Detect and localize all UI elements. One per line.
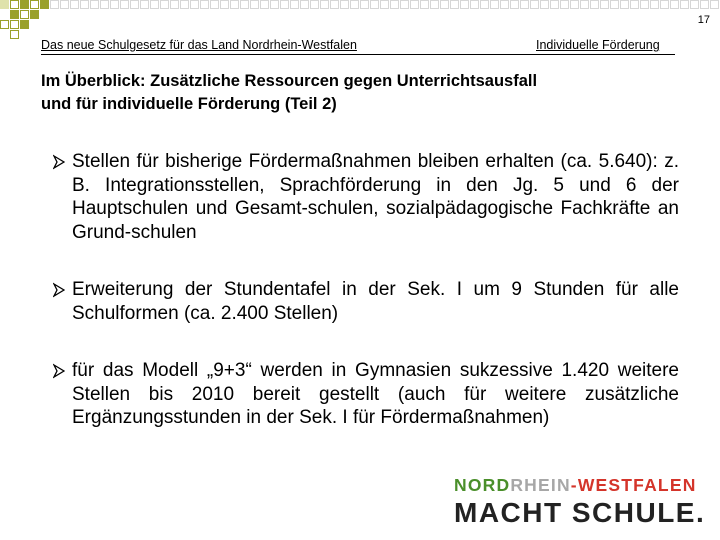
grid-square [450,0,459,9]
grid-square [120,0,129,9]
logo-word-nord: NORD [454,475,511,495]
bullet-item [53,278,679,325]
logo-word-rhein: RHEIN [510,475,571,495]
grid-square [400,0,409,9]
grid-square [600,0,609,9]
grid-square [60,0,69,9]
grid-square [150,0,159,9]
grid-square [650,0,659,9]
grid-square [590,0,599,9]
grid-square [470,0,479,9]
bullet-item [53,150,679,244]
grid-square [240,0,249,9]
header-left-text: Das neue Schulgesetz für das Land Nordrhein-Westfalen [41,38,357,52]
grid-square [350,0,359,9]
grid-square [390,0,399,9]
grid-square [500,0,509,9]
grid-square [710,0,719,9]
grid-square [430,0,439,9]
grid-square [560,0,569,9]
logo-word-westfalen: WESTFALEN [577,475,697,495]
grid-square [50,0,59,9]
nrw-logo [454,475,706,535]
grid-square [300,0,309,9]
header-right-text: Individuelle Förderung [536,38,660,52]
grid-square [270,0,279,9]
grid-square [640,0,649,9]
grid-square [680,0,689,9]
grid-square [20,0,29,9]
grid-square [620,0,629,9]
slide-title [41,70,681,116]
grid-square [670,0,679,9]
grid-square [330,0,339,9]
grid-square [570,0,579,9]
grid-square [200,0,209,9]
page-number: 17 [697,14,710,26]
decorative-square-grid [0,0,720,40]
grid-square [10,0,19,9]
grid-square [490,0,499,9]
grid-square [100,0,109,9]
grid-square [630,0,639,9]
grid-square [90,0,99,9]
grid-square [70,0,79,9]
grid-square [80,0,89,9]
grid-square [420,0,429,9]
title-line-2: und für individuelle Förderung (Teil 2) [41,95,337,113]
logo-line-1 [454,475,697,496]
grid-square [380,0,389,9]
grid-square [0,0,9,9]
header-divider [41,54,675,55]
bullet-text: für das Modell „9+3“ werden in Gymnasien sukzessive 1.420 weitere Stellen bis 2010 bereit gestellt (auch für weitere zusätzliche Ergänzungsstunden in der Sek. I für Fördermaßnahmen) [72,360,679,428]
bullet-text: Erweiterung der Stundentafel in der Sek. I um 9 Stunden für alle Schulformen (ca. 2.400 Stellen) [72,279,679,324]
grid-square [130,0,139,9]
grid-square [700,0,709,9]
grid-square [30,10,39,19]
grid-square [690,0,699,9]
grid-square [530,0,539,9]
grid-square [410,0,419,9]
grid-square [480,0,489,9]
grid-square [190,0,199,9]
grid-square [250,0,259,9]
grid-square [10,10,19,19]
grid-square [20,20,29,29]
grid-square [160,0,169,9]
grid-square [660,0,669,9]
bullet-list [53,150,679,430]
bullet-text: Stellen für bisherige Fördermaßnahmen bleiben erhalten (ca. 5.640): z. B. Integrationsstellen, Sprachförderung in den Jg. 5 und 6 der Hauptschulen und Gesamt-schulen, sozialpädagogische Fachkräfte an Grund-schulen [72,151,679,243]
grid-square [520,0,529,9]
grid-square [310,0,319,9]
grid-square [220,0,229,9]
grid-square [460,0,469,9]
grid-square [580,0,589,9]
grid-square [170,0,179,9]
grid-square [10,30,19,39]
grid-square [370,0,379,9]
grid-square [10,20,19,29]
grid-square [280,0,289,9]
grid-square [20,10,29,19]
grid-square [30,0,39,9]
grid-square [40,0,49,9]
grid-square [180,0,189,9]
grid-square [290,0,299,9]
grid-square [0,20,9,29]
grid-square [540,0,549,9]
grid-square [320,0,329,9]
arrowhead-bullet-icon [53,150,65,173]
arrowhead-bullet-icon [53,278,65,301]
arrowhead-bullet-icon [53,359,65,382]
grid-square [110,0,119,9]
logo-hyphen: - [570,475,578,495]
grid-square [510,0,519,9]
grid-square [360,0,369,9]
grid-square [210,0,219,9]
grid-square [340,0,349,9]
grid-square [230,0,239,9]
grid-square [440,0,449,9]
grid-square [140,0,149,9]
bullet-item [53,359,679,430]
grid-square [610,0,619,9]
logo-line-2: MACHT SCHULE. [454,497,706,528]
grid-square [260,0,269,9]
grid-square [550,0,559,9]
title-line-1: Im Überblick: Zusätzliche Ressourcen gegen Unterrichtsausfall [41,72,538,90]
